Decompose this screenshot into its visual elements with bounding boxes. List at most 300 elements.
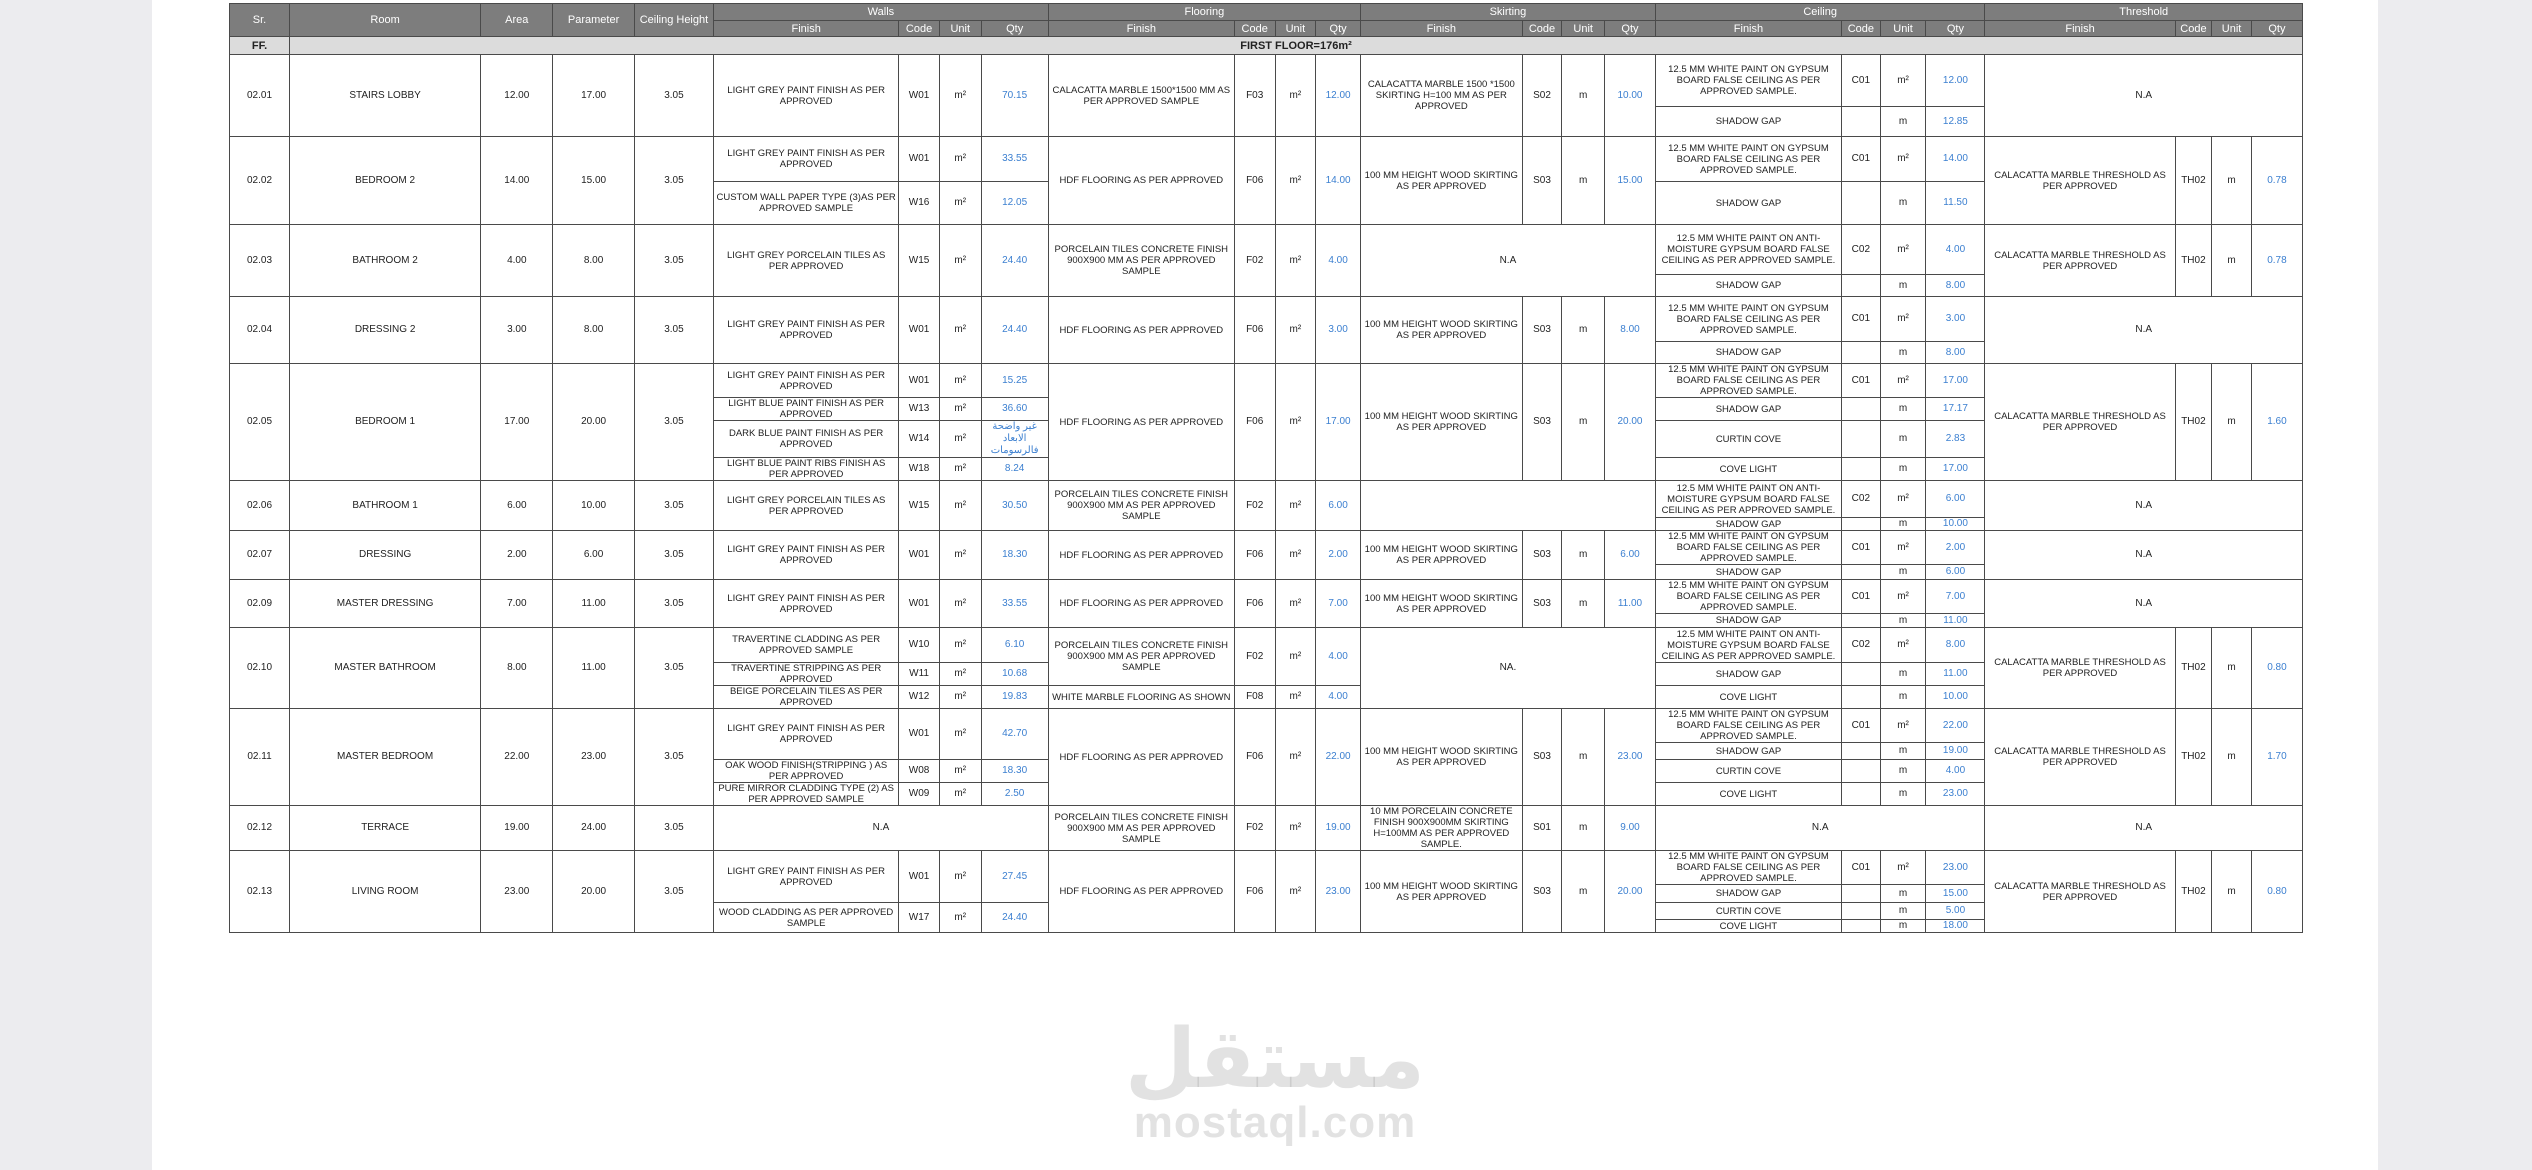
ceiling-unit: m xyxy=(1880,275,1926,297)
room-area: 6.00 xyxy=(481,481,553,531)
flooring-unit: m² xyxy=(1275,851,1316,933)
flooring-unit: m² xyxy=(1275,806,1316,851)
flooring-finish: HDF FLOORING AS PER APPROVED xyxy=(1048,531,1234,580)
flooring-unit: m² xyxy=(1275,628,1316,686)
wall-unit: m² xyxy=(939,686,981,709)
ceiling-unit: m xyxy=(1880,107,1926,137)
ceiling-code xyxy=(1842,663,1881,686)
ceiling-finish: CURTIN COVE xyxy=(1655,421,1841,458)
threshold-na: N.A xyxy=(1985,806,2303,851)
room-name: MASTER BATHROOM xyxy=(290,628,481,709)
ceiling-qty: 3.00 xyxy=(1926,297,1985,342)
skirting-code: S03 xyxy=(1522,709,1562,806)
skirting-unit: m xyxy=(1562,851,1605,933)
room-ceiling-height: 3.05 xyxy=(634,531,713,580)
flooring-qty: 23.00 xyxy=(1316,851,1361,933)
ceiling-unit: m xyxy=(1880,565,1926,580)
ceiling-finish: COVE LIGHT xyxy=(1655,920,1841,933)
room-area: 17.00 xyxy=(481,364,553,481)
wall-qty: 10.68 xyxy=(981,663,1048,686)
wall-finish: LIGHT GREY PAINT FINISH AS PER APPROVED xyxy=(714,55,899,137)
ceiling-unit: m² xyxy=(1880,709,1926,743)
flooring-qty: 2.00 xyxy=(1316,531,1361,580)
wall-unit: m² xyxy=(939,628,981,663)
ceiling-na: N.A xyxy=(1655,806,1985,851)
wall-qty: 15.25 xyxy=(981,364,1048,398)
finishing-schedule-table xyxy=(229,3,2303,933)
threshold-unit: m xyxy=(2212,225,2252,297)
room-sr: 02.13 xyxy=(230,851,290,933)
threshold-code: TH02 xyxy=(2175,851,2212,933)
room-name: TERRACE xyxy=(290,806,481,851)
wall-qty: 18.30 xyxy=(981,760,1048,783)
flooring-qty: 3.00 xyxy=(1316,297,1361,364)
threshold-code: TH02 xyxy=(2175,628,2212,709)
skirting-code: S03 xyxy=(1522,531,1562,580)
ceiling-unit: m² xyxy=(1880,297,1926,342)
threshold-na: N.A xyxy=(1985,580,2303,628)
wall-code: W17 xyxy=(899,903,940,933)
skirting-finish: NA. xyxy=(1360,628,1655,709)
group-header-ceiling: Ceiling xyxy=(1655,4,1985,21)
ceiling-code xyxy=(1842,920,1881,933)
ceiling-qty-header: Qty xyxy=(1926,21,1985,37)
col-header-sr: Sr. xyxy=(230,4,290,37)
ceiling-finish: SHADOW GAP xyxy=(1655,398,1841,421)
ceiling-unit: m xyxy=(1880,458,1926,481)
flooring-qty: 22.00 xyxy=(1316,709,1361,806)
flooring-unit: m² xyxy=(1275,297,1316,364)
wall-finish: LIGHT BLUE PAINT RIBS FINISH AS PER APPROVED xyxy=(714,458,899,481)
flooring-code: F06 xyxy=(1234,709,1275,806)
skirting-qty: 11.00 xyxy=(1605,580,1656,628)
room-row xyxy=(230,225,2303,275)
skirting-unit: m xyxy=(1562,709,1605,806)
room-parameter: 15.00 xyxy=(553,137,634,225)
walls-unit-header: Unit xyxy=(939,21,981,37)
wall-code: W13 xyxy=(899,398,940,421)
ceiling-unit: m² xyxy=(1880,137,1926,182)
ceiling-finish: 12.5 MM WHITE PAINT ON GYPSUM BOARD FALSE CEILING AS PER APPROVED SAMPLE. xyxy=(1655,580,1841,614)
wall-code: W08 xyxy=(899,760,940,783)
ceiling-unit: m² xyxy=(1880,481,1926,518)
skirting-finish: 10 MM PORCELAIN CONCRETE FINISH 900X900MM SKIRTING H=100MM AS PER APPROVED SAMPLE. xyxy=(1360,806,1522,851)
skirting-qty-header: Qty xyxy=(1605,21,1656,37)
skirting-code: S03 xyxy=(1522,580,1562,628)
ceiling-code xyxy=(1842,743,1881,760)
ceiling-qty: 17.00 xyxy=(1926,458,1985,481)
flooring-code: F02 xyxy=(1234,225,1275,297)
wall-finish: LIGHT GREY PORCELAIN TILES AS PER APPROVED xyxy=(714,225,899,297)
room-sr: 02.03 xyxy=(230,225,290,297)
ceiling-finish: SHADOW GAP xyxy=(1655,565,1841,580)
ceiling-code xyxy=(1842,885,1881,903)
ceiling-finish: 12.5 MM WHITE PAINT ON GYPSUM BOARD FALSE CEILING AS PER APPROVED SAMPLE. xyxy=(1655,851,1841,885)
skirting-finish: 100 MM HEIGHT WOOD SKIRTING AS PER APPROVED xyxy=(1360,364,1522,481)
room-row xyxy=(230,531,2303,565)
ceiling-qty: 11.00 xyxy=(1926,614,1985,628)
ceiling-qty: 15.00 xyxy=(1926,885,1985,903)
ceiling-finish: SHADOW GAP xyxy=(1655,182,1841,225)
room-sr: 02.05 xyxy=(230,364,290,481)
room-parameter: 24.00 xyxy=(553,806,634,851)
floor-title: FIRST FLOOR=176m² xyxy=(290,37,2303,55)
ceiling-qty: 11.00 xyxy=(1926,663,1985,686)
ceiling-code-header: Code xyxy=(1842,21,1881,37)
wall-code: W01 xyxy=(899,580,940,628)
flooring-finish: HDF FLOORING AS PER APPROVED xyxy=(1048,851,1234,933)
ceiling-unit: m xyxy=(1880,398,1926,421)
skirting-finish: CALACATTA MARBLE 1500 *1500 SKIRTING H=100 MM AS PER APPROVED xyxy=(1360,55,1522,137)
room-parameter: 11.00 xyxy=(553,580,634,628)
ceiling-qty: 10.00 xyxy=(1926,686,1985,709)
ceiling-code xyxy=(1842,903,1881,920)
ceiling-qty: 23.00 xyxy=(1926,851,1985,885)
room-area: 14.00 xyxy=(481,137,553,225)
threshold-qty: 1.70 xyxy=(2251,709,2302,806)
room-area: 3.00 xyxy=(481,297,553,364)
ceiling-qty: 23.00 xyxy=(1926,783,1985,806)
group-header-skirting: Skirting xyxy=(1360,4,1655,21)
wall-unit: m² xyxy=(939,783,981,806)
room-parameter: 17.00 xyxy=(553,55,634,137)
threshold-finish-header: Finish xyxy=(1985,21,2175,37)
room-sr: 02.01 xyxy=(230,55,290,137)
skirting-code: S02 xyxy=(1522,55,1562,137)
ceiling-unit: m xyxy=(1880,342,1926,364)
wall-unit: m² xyxy=(939,364,981,398)
skirting-unit: m xyxy=(1562,55,1605,137)
skirting-unit: m xyxy=(1562,531,1605,580)
room-ceiling-height: 3.05 xyxy=(634,297,713,364)
room-row xyxy=(230,55,2303,107)
skirting-qty: 20.00 xyxy=(1605,851,1656,933)
room-name: BEDROOM 2 xyxy=(290,137,481,225)
flooring-finish: HDF FLOORING AS PER APPROVED xyxy=(1048,297,1234,364)
group-header-threshold: Threshold xyxy=(1985,4,2303,21)
flooring-code: F06 xyxy=(1234,531,1275,580)
ceiling-finish: SHADOW GAP xyxy=(1655,518,1841,531)
ceiling-finish: 12.5 MM WHITE PAINT ON ANTI-MOISTURE GYPSUM BOARD FALSE CEILING AS PER APPROVED SAMPLE. xyxy=(1655,628,1841,663)
flooring-finish: PORCELAIN TILES CONCRETE FINISH 900X900 MM AS PER APPROVED SAMPLE xyxy=(1048,481,1234,531)
ceiling-qty: 8.00 xyxy=(1926,628,1985,663)
ceiling-code xyxy=(1842,686,1881,709)
ceiling-code: C01 xyxy=(1842,137,1881,182)
threshold-finish: CALACATTA MARBLE THRESHOLD AS PER APPROVED xyxy=(1985,709,2175,806)
flooring-code: F06 xyxy=(1234,137,1275,225)
ceiling-qty: 5.00 xyxy=(1926,903,1985,920)
ceiling-code: C01 xyxy=(1842,580,1881,614)
threshold-qty: 1.60 xyxy=(2251,364,2302,481)
room-parameter: 20.00 xyxy=(553,364,634,481)
room-name: LIVING ROOM xyxy=(290,851,481,933)
group-header-walls: Walls xyxy=(714,4,1049,21)
flooring-qty: 14.00 xyxy=(1316,137,1361,225)
room-row xyxy=(230,709,2303,743)
ceiling-unit: m xyxy=(1880,518,1926,531)
room-parameter: 6.00 xyxy=(553,531,634,580)
ceiling-qty: 7.00 xyxy=(1926,580,1985,614)
threshold-na: N.A xyxy=(1985,481,2303,531)
room-area: 19.00 xyxy=(481,806,553,851)
wall-unit: m² xyxy=(939,851,981,903)
room-sr: 02.11 xyxy=(230,709,290,806)
flooring-unit-header: Unit xyxy=(1275,21,1316,37)
wall-finish: LIGHT BLUE PAINT FINISH AS PER APPROVED xyxy=(714,398,899,421)
ceiling-qty: 12.00 xyxy=(1926,55,1985,107)
wall-code: W11 xyxy=(899,663,940,686)
ceiling-unit: m² xyxy=(1880,580,1926,614)
skirting-finish: 100 MM HEIGHT WOOD SKIRTING AS PER APPROVED xyxy=(1360,297,1522,364)
room-sr: 02.06 xyxy=(230,481,290,531)
wall-code: W01 xyxy=(899,531,940,580)
flooring-finish: HDF FLOORING AS PER APPROVED xyxy=(1048,364,1234,481)
room-area: 12.00 xyxy=(481,55,553,137)
wall-finish: PURE MIRROR CLADDING TYPE (2) AS PER APPROVED SAMPLE xyxy=(714,783,899,806)
wall-code: W01 xyxy=(899,851,940,903)
wall-finish: LIGHT GREY PAINT FINISH AS PER APPROVED xyxy=(714,709,899,760)
wall-unit: m² xyxy=(939,481,981,531)
threshold-qty: 0.80 xyxy=(2251,628,2302,709)
flooring-finish: PORCELAIN TILES CONCRETE FINISH 900X900 MM AS PER APPROVED SAMPLE xyxy=(1048,806,1234,851)
ceiling-finish: CURTIN COVE xyxy=(1655,903,1841,920)
ceiling-code: C02 xyxy=(1842,481,1881,518)
skirting-code: S03 xyxy=(1522,137,1562,225)
wall-qty: 12.05 xyxy=(981,182,1048,225)
room-name: DRESSING xyxy=(290,531,481,580)
ceiling-finish: 12.5 MM WHITE PAINT ON GYPSUM BOARD FALSE CEILING AS PER APPROVED SAMPLE. xyxy=(1655,297,1841,342)
room-parameter: 11.00 xyxy=(553,628,634,709)
ceiling-unit: m xyxy=(1880,663,1926,686)
room-ceiling-height: 3.05 xyxy=(634,225,713,297)
skirting-finish-header: Finish xyxy=(1360,21,1522,37)
ceiling-unit: m² xyxy=(1880,225,1926,275)
wall-qty: 36.60 xyxy=(981,398,1048,421)
threshold-code: TH02 xyxy=(2175,225,2212,297)
wall-code: W10 xyxy=(899,628,940,663)
threshold-na: N.A xyxy=(1985,531,2303,580)
room-name: BATHROOM 1 xyxy=(290,481,481,531)
wall-unit: m² xyxy=(939,55,981,137)
flooring-qty: 6.00 xyxy=(1316,481,1361,531)
skirting-finish: 100 MM HEIGHT WOOD SKIRTING AS PER APPROVED xyxy=(1360,580,1522,628)
room-area: 7.00 xyxy=(481,580,553,628)
skirting-qty: 23.00 xyxy=(1605,709,1656,806)
wall-code: W01 xyxy=(899,137,940,182)
ceiling-code xyxy=(1842,182,1881,225)
flooring-finish-header: Finish xyxy=(1048,21,1234,37)
wall-qty: غير واضحة الابعاد فالرسومات xyxy=(981,421,1048,458)
room-row xyxy=(230,364,2303,398)
wall-code: W09 xyxy=(899,783,940,806)
col-header-parameter: Parameter xyxy=(553,4,634,37)
room-ceiling-height: 3.05 xyxy=(634,580,713,628)
wall-finish: LIGHT GREY PAINT FINISH AS PER APPROVED xyxy=(714,364,899,398)
wall-code: W01 xyxy=(899,709,940,760)
ceiling-qty: 12.85 xyxy=(1926,107,1985,137)
ceiling-finish: 12.5 MM WHITE PAINT ON GYPSUM BOARD FALSE CEILING AS PER APPROVED SAMPLE. xyxy=(1655,364,1841,398)
skirting-qty: 10.00 xyxy=(1605,55,1656,137)
threshold-finish: CALACATTA MARBLE THRESHOLD AS PER APPROVED xyxy=(1985,364,2175,481)
ceiling-finish: 12.5 MM WHITE PAINT ON ANTI-MOISTURE GYPSUM BOARD FALSE CEILING AS PER APPROVED SAMPLE. xyxy=(1655,225,1841,275)
skirting-code: S03 xyxy=(1522,297,1562,364)
ceiling-unit: m² xyxy=(1880,531,1926,565)
skirting-qty: 15.00 xyxy=(1605,137,1656,225)
room-area: 23.00 xyxy=(481,851,553,933)
watermark-arabic: مستقل xyxy=(1125,1012,1425,1107)
room-area: 22.00 xyxy=(481,709,553,806)
room-ceiling-height: 3.05 xyxy=(634,364,713,481)
col-header-area: Area xyxy=(481,4,553,37)
room-sr: 02.09 xyxy=(230,580,290,628)
ceiling-unit: m xyxy=(1880,920,1926,933)
room-ceiling-height: 3.05 xyxy=(634,481,713,531)
wall-unit: m² xyxy=(939,182,981,225)
skirting-finish: 100 MM HEIGHT WOOD SKIRTING AS PER APPROVED xyxy=(1360,137,1522,225)
skirting-finish: 100 MM HEIGHT WOOD SKIRTING AS PER APPROVED xyxy=(1360,709,1522,806)
ceiling-unit: m² xyxy=(1880,851,1926,885)
wall-qty: 30.50 xyxy=(981,481,1048,531)
threshold-qty-header: Qty xyxy=(2251,21,2302,37)
flooring-code: F06 xyxy=(1234,364,1275,481)
threshold-unit: m xyxy=(2212,137,2252,225)
flooring-qty-header: Qty xyxy=(1316,21,1361,37)
wall-finish: LIGHT GREY PAINT FINISH AS PER APPROVED xyxy=(714,297,899,364)
wall-finish: LIGHT GREY PAINT FINISH AS PER APPROVED xyxy=(714,851,899,903)
ceiling-finish: SHADOW GAP xyxy=(1655,663,1841,686)
wall-unit: m² xyxy=(939,225,981,297)
ceiling-code xyxy=(1842,342,1881,364)
room-parameter: 8.00 xyxy=(553,225,634,297)
ceiling-unit: m xyxy=(1880,903,1926,920)
room-parameter: 10.00 xyxy=(553,481,634,531)
wall-qty: 42.70 xyxy=(981,709,1048,760)
skirting-finish: 100 MM HEIGHT WOOD SKIRTING AS PER APPROVED xyxy=(1360,851,1522,933)
ceiling-finish: SHADOW GAP xyxy=(1655,342,1841,364)
ceiling-qty: 22.00 xyxy=(1926,709,1985,743)
flooring-qty: 4.00 xyxy=(1316,686,1361,709)
ceiling-finish: 12.5 MM WHITE PAINT ON GYPSUM BOARD FALSE CEILING AS PER APPROVED SAMPLE. xyxy=(1655,55,1841,107)
threshold-unit: m xyxy=(2212,851,2252,933)
wall-code: W15 xyxy=(899,225,940,297)
room-area: 4.00 xyxy=(481,225,553,297)
flooring-code: F03 xyxy=(1234,55,1275,137)
ceiling-finish: SHADOW GAP xyxy=(1655,275,1841,297)
wall-finish: DARK BLUE PAINT FINISH AS PER APPROVED xyxy=(714,421,899,458)
wall-qty: 8.24 xyxy=(981,458,1048,481)
ceiling-code: C01 xyxy=(1842,709,1881,743)
room-row xyxy=(230,580,2303,614)
skirting-code: S03 xyxy=(1522,851,1562,933)
skirting-finish xyxy=(1360,481,1655,531)
ceiling-finish: SHADOW GAP xyxy=(1655,743,1841,760)
wall-finish: TRAVERTINE STRIPPING AS PER APPROVED xyxy=(714,663,899,686)
wall-unit: m² xyxy=(939,580,981,628)
wall-qty: 33.55 xyxy=(981,580,1048,628)
room-parameter: 20.00 xyxy=(553,851,634,933)
room-name: STAIRS LOBBY xyxy=(290,55,481,137)
room-sr: 02.04 xyxy=(230,297,290,364)
ceiling-code xyxy=(1842,783,1881,806)
wall-qty: 18.30 xyxy=(981,531,1048,580)
flooring-unit: m² xyxy=(1275,55,1316,137)
room-ceiling-height: 3.05 xyxy=(634,851,713,933)
room-area: 2.00 xyxy=(481,531,553,580)
threshold-qty: 0.78 xyxy=(2251,225,2302,297)
ceiling-qty: 18.00 xyxy=(1926,920,1985,933)
flooring-finish: HDF FLOORING AS PER APPROVED xyxy=(1048,709,1234,806)
ceiling-unit: m xyxy=(1880,614,1926,628)
threshold-finish: CALACATTA MARBLE THRESHOLD AS PER APPROVED xyxy=(1985,851,2175,933)
flooring-code: F02 xyxy=(1234,481,1275,531)
threshold-finish: CALACATTA MARBLE THRESHOLD AS PER APPROVED xyxy=(1985,628,2175,709)
threshold-qty: 0.80 xyxy=(2251,851,2302,933)
threshold-code-header: Code xyxy=(2175,21,2212,37)
watermark-latin: mostaql.com xyxy=(1133,1098,1417,1147)
ceiling-unit: m xyxy=(1880,182,1926,225)
walls-qty-header: Qty xyxy=(981,21,1048,37)
skirting-qty: 6.00 xyxy=(1605,531,1656,580)
wall-unit: m² xyxy=(939,709,981,760)
wall-unit: m² xyxy=(939,760,981,783)
ceiling-unit: m xyxy=(1880,743,1926,760)
room-ceiling-height: 3.05 xyxy=(634,709,713,806)
wall-qty: 6.10 xyxy=(981,628,1048,663)
threshold-code: TH02 xyxy=(2175,364,2212,481)
ceiling-code xyxy=(1842,107,1881,137)
room-row xyxy=(230,137,2303,182)
ceiling-unit: m xyxy=(1880,885,1926,903)
flooring-code: F06 xyxy=(1234,580,1275,628)
wall-finish: LIGHT GREY PAINT FINISH AS PER APPROVED xyxy=(714,580,899,628)
skirting-finish: N.A xyxy=(1360,225,1655,297)
ceiling-finish: SHADOW GAP xyxy=(1655,885,1841,903)
room-ceiling-height: 3.05 xyxy=(634,628,713,709)
flooring-qty: 4.00 xyxy=(1316,225,1361,297)
room-parameter: 23.00 xyxy=(553,709,634,806)
ceiling-code: C02 xyxy=(1842,628,1881,663)
flooring-code: F02 xyxy=(1234,806,1275,851)
ceiling-unit: m xyxy=(1880,686,1926,709)
ceiling-unit: m xyxy=(1880,760,1926,783)
wall-qty: 2.50 xyxy=(981,783,1048,806)
threshold-qty: 0.78 xyxy=(2251,137,2302,225)
ceiling-qty: 11.50 xyxy=(1926,182,1985,225)
wall-code: W01 xyxy=(899,364,940,398)
flooring-finish: HDF FLOORING AS PER APPROVED xyxy=(1048,137,1234,225)
ceiling-finish: COVE LIGHT xyxy=(1655,458,1841,481)
threshold-na: N.A xyxy=(1985,297,2303,364)
wall-code: W15 xyxy=(899,481,940,531)
ceiling-finish: SHADOW GAP xyxy=(1655,614,1841,628)
ceiling-qty: 17.00 xyxy=(1926,364,1985,398)
flooring-code: F02 xyxy=(1234,628,1275,686)
flooring-qty: 7.00 xyxy=(1316,580,1361,628)
ceiling-unit-header: Unit xyxy=(1880,21,1926,37)
room-row xyxy=(230,806,2303,851)
ceiling-finish: COVE LIGHT xyxy=(1655,783,1841,806)
skirting-unit: m xyxy=(1562,137,1605,225)
header-row-groups xyxy=(230,4,2303,21)
ceiling-qty: 10.00 xyxy=(1926,518,1985,531)
ceiling-finish: 12.5 MM WHITE PAINT ON GYPSUM BOARD FALSE CEILING AS PER APPROVED SAMPLE. xyxy=(1655,137,1841,182)
ceiling-code: C02 xyxy=(1842,225,1881,275)
ceiling-finish: CURTIN COVE xyxy=(1655,760,1841,783)
wall-finish: CUSTOM WALL PAPER TYPE (3)AS PER APPROVED SAMPLE xyxy=(714,182,899,225)
ceiling-code xyxy=(1842,398,1881,421)
skirting-unit: m xyxy=(1562,580,1605,628)
ceiling-code: C01 xyxy=(1842,297,1881,342)
